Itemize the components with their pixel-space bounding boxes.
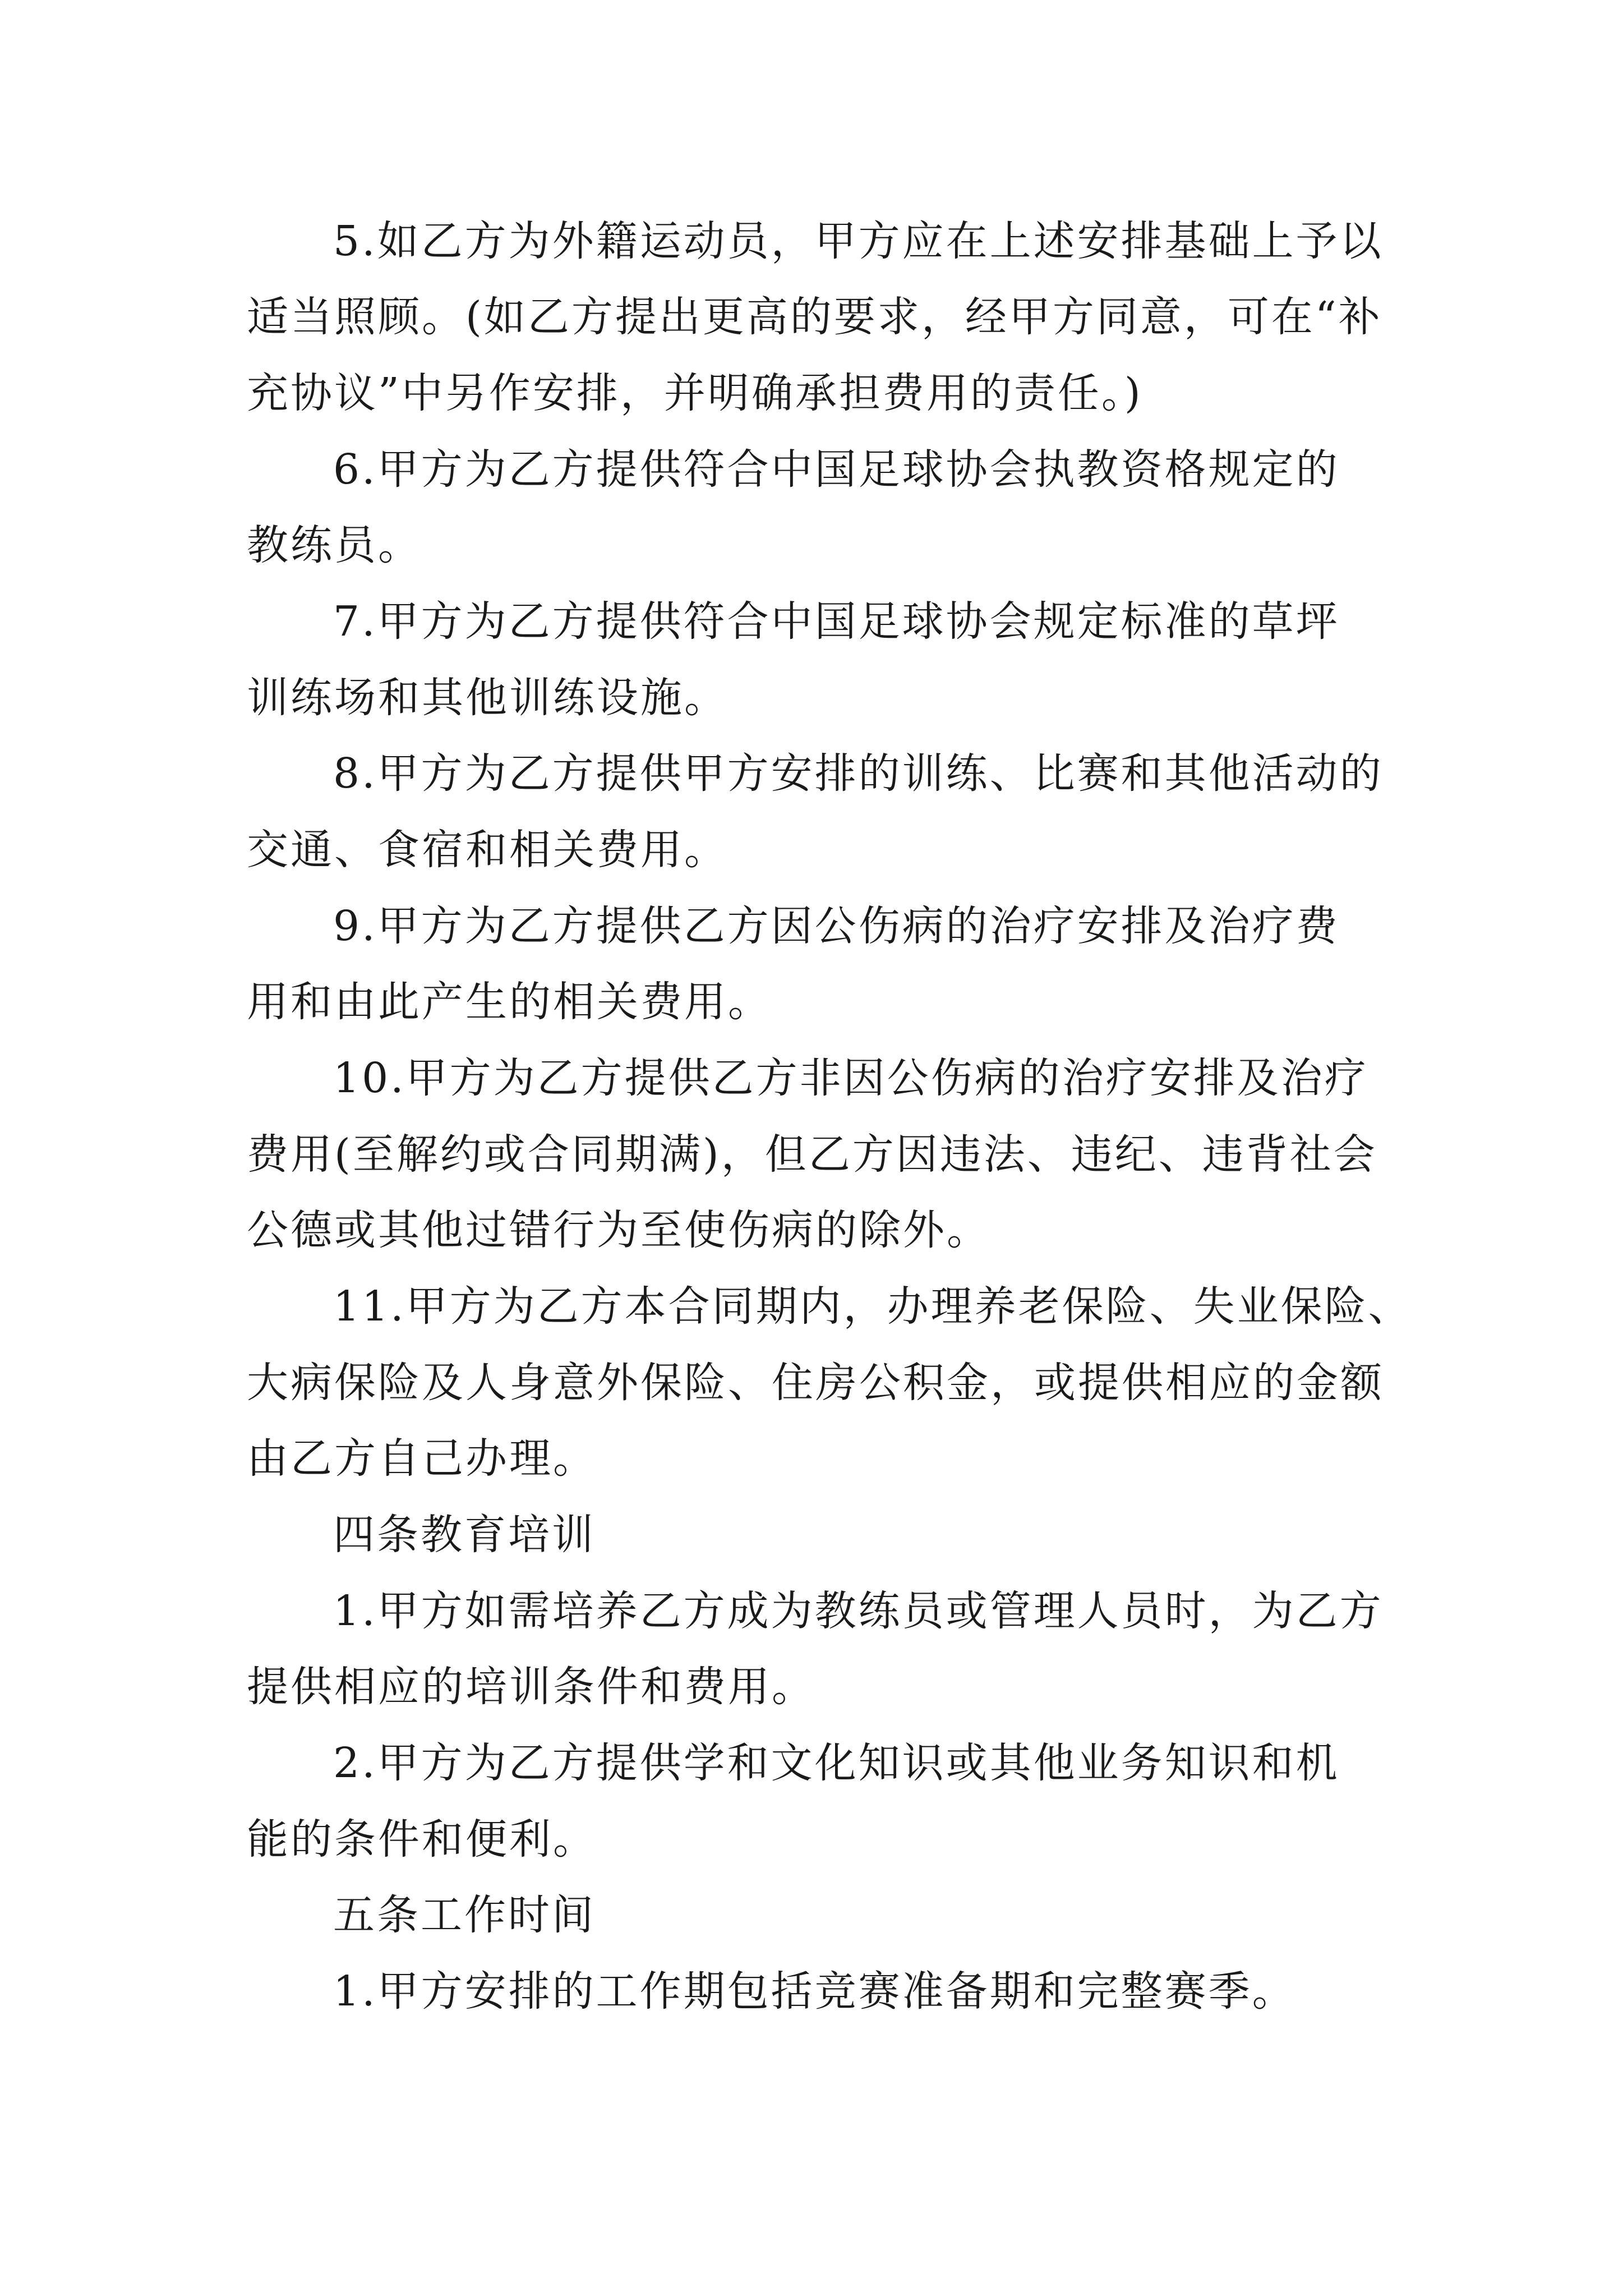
text-line: 交通、食宿和相关费用。 (247, 826, 728, 874)
text-line: 提供相应的培训条件和费用。 (247, 1663, 815, 1711)
text-line: 训练场和其他训练设施。 (247, 674, 728, 722)
text-line: 8.甲方为乙方提供甲方安排的训练、比赛和其他活动的 (333, 749, 1384, 798)
text-line: 2.甲方为乙方提供学和文化知识或其他业务知识和机 (333, 1739, 1340, 1787)
text-line: 大病保险及人身意外保险、住房公积金，或提供相应的金额 (247, 1359, 1384, 1407)
text-line: 公德或其他过错行为至使伤病的除外。 (247, 1206, 990, 1254)
text-line: 适当照顾。(如乙方提出更高的要求，经甲方同意，可在“补 (247, 293, 1382, 341)
text-line: 用和由此产生的相关费用。 (247, 978, 772, 1026)
text-line: 能的条件和便利。 (247, 1815, 597, 1864)
section-heading: 五条工作时间 (333, 1891, 596, 1939)
text-line: 充协议”中另作安排，并明确承担费用的责任。) (247, 369, 1143, 417)
text-line: 1.甲方安排的工作期包括竞赛准备期和完整赛季。 (333, 1967, 1296, 2016)
text-line: 由乙方自己办理。 (247, 1434, 597, 1483)
text-line: 9.甲方为乙方提供乙方因公伤病的治疗安排及治疗费 (333, 902, 1340, 950)
text-line: 11.甲方为乙方本合同期内，办理养老保险、失业保险、 (333, 1282, 1412, 1331)
text-line: 10.甲方为乙方提供乙方非因公伤病的治疗安排及治疗 (333, 1054, 1368, 1102)
text-line: 7.甲方为乙方提供符合中国足球协会规定标准的草坪 (333, 597, 1340, 646)
text-line: 5.如乙方为外籍运动员，甲方应在上述安排基础上予以 (333, 217, 1384, 265)
text-line: 费用(至解约或合同期满)，但乙方因违法、违纪、违背社会 (247, 1130, 1377, 1179)
text-line: 6.甲方为乙方提供符合中国足球协会执教资格规定的 (333, 445, 1340, 494)
text-line: 教练员。 (247, 521, 422, 569)
section-heading: 四条教育培训 (333, 1511, 596, 1559)
text-line: 1.甲方如需培养乙方成为教练员或管理人员时，为乙方 (333, 1587, 1384, 1635)
